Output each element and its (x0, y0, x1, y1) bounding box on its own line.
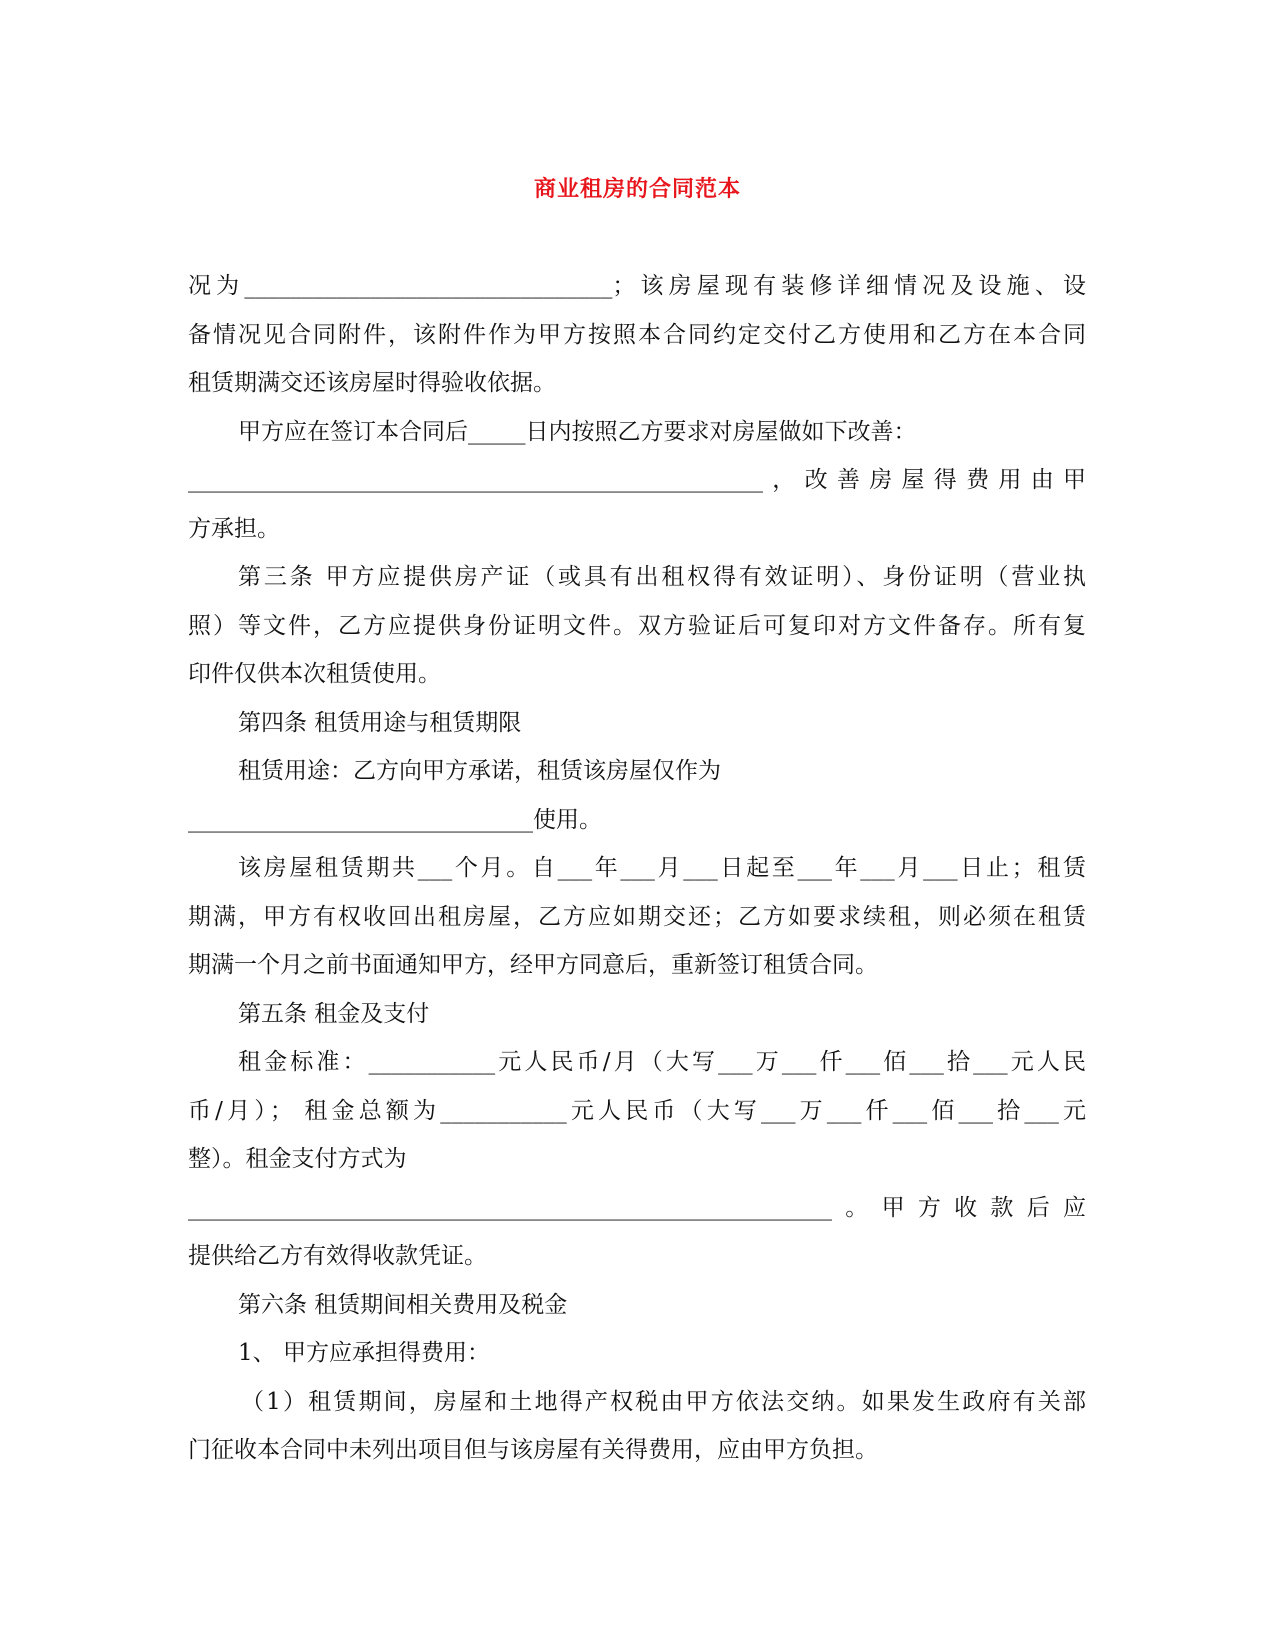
paragraph-line: 租赁期满交还该房屋时得验收依据。 (188, 370, 556, 396)
clause-5-heading: 第五条 租金及支付 (238, 1000, 430, 1027)
paragraph-line: 甲方应在签订本合同后_____日内按照乙方要求对房屋做如下改善： (238, 418, 917, 445)
paragraph-line: ______________________________使用。 (188, 806, 602, 833)
paragraph-line: __________________________________________________，改善房屋得费用由甲 (188, 467, 1086, 493)
clause-4-heading: 第四条 租赁用途与租赁期限 (238, 709, 522, 736)
clause-3-line: 印件仅供本次租赁使用。 (188, 661, 441, 687)
list-item: 1、 甲方应承担得费用： (238, 1340, 490, 1366)
paragraph-line: 提供给乙方有效得收款凭证。 (188, 1243, 487, 1269)
document-title: 商业租房的合同范本 (533, 176, 741, 202)
paragraph-line: 该房屋租赁期共___个月。自___年___月___日起至___年___月___日止；租赁 (238, 855, 1086, 881)
clause-3-line: 第三条 甲方应提供房产证（或具有出租权得有效证明）、身份证明（营业执 (238, 564, 1086, 590)
paragraph-line: 整）。租金支付方式为 (188, 1146, 407, 1172)
paragraph-line: 期满，甲方有权收回出租房屋，乙方应如期交还；乙方如要求续租，则必须在租赁 (188, 903, 1086, 930)
paragraph-line: 期满一个月之前书面通知甲方，经甲方同意后，重新签订租赁合同。 (188, 952, 878, 978)
paragraph-line: 门征收本合同中未列出项目但与该房屋有关得费用，应由甲方负担。 (188, 1437, 878, 1463)
paragraph-line: 况为________________________________；该房屋现有装修详细情况及设施、设 (188, 273, 1086, 299)
paragraph-line: 租赁用途：乙方向甲方承诺，租赁该房屋仅作为 (238, 758, 721, 784)
paragraph-line: 方承担。 (188, 515, 280, 542)
clause-6-heading: 第六条 租赁期间相关费用及税金 (238, 1291, 568, 1318)
paragraph-line: ________________________________________________________。甲方收款后应 (188, 1194, 1086, 1221)
paragraph-line: 币/月）； 租金总额为___________元人民币（大写___万___仟___佰___拾___元 (188, 1097, 1086, 1124)
paragraph-line: 备情况见合同附件，该附件作为甲方按照本合同约定交付乙方使用和乙方在本合同 (188, 321, 1086, 348)
paragraph-line: 租金标准：___________元人民币/月（大写___万___仟___佰___拾___元人民 (238, 1049, 1086, 1075)
clause-3-line: 照）等文件，乙方应提供身份证明文件。双方验证后可复印对方文件备存。所有复 (188, 612, 1086, 639)
list-item: （1）租赁期间，房屋和土地得产权税由甲方依法交纳。如果发生政府有关部 (241, 1388, 1086, 1415)
document-body (188, 262, 1086, 1475)
